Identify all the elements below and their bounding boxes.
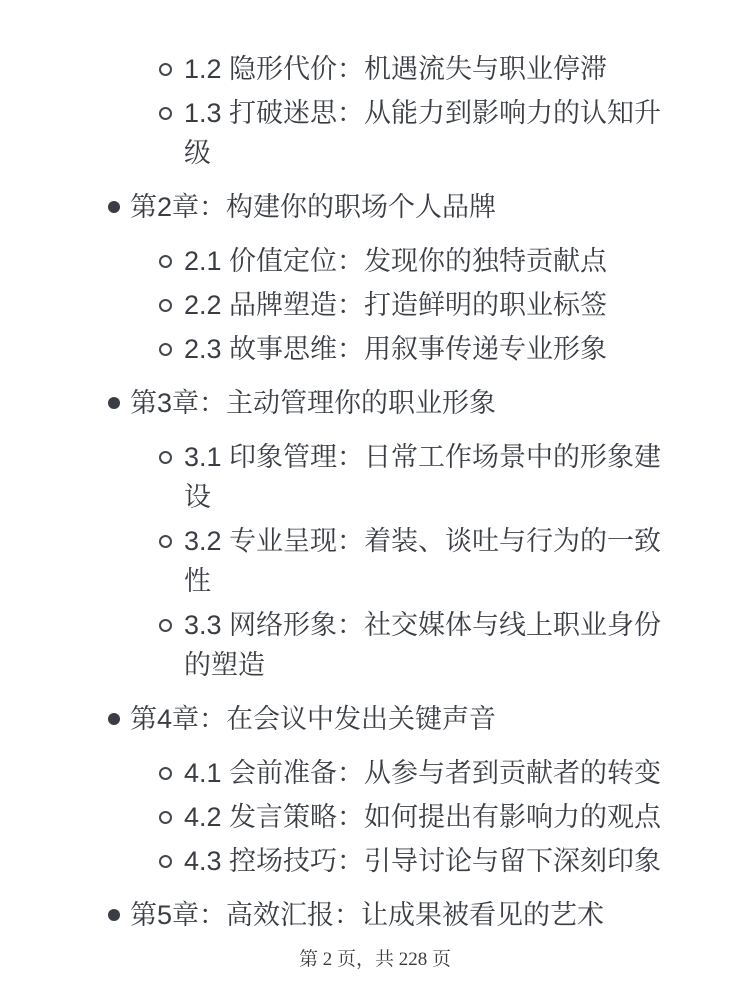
- page-number-indicator: 第 2 页，共 228 页: [298, 949, 451, 970]
- toc-section-item: [184, 329, 662, 369]
- toc-section-label: 3.3 网络形象：社交媒体与线上职业身份的塑造: [184, 610, 662, 680]
- circle-bullet-icon: [159, 811, 172, 824]
- toc-chapter-item: [130, 895, 670, 935]
- toc-chapter-title: 第5章：高效汇报：让成果被看见的艺术: [130, 900, 605, 930]
- toc-section-item: [184, 605, 662, 685]
- circle-bullet-icon: [159, 767, 172, 780]
- toc-section-label: 3.1 印象管理：日常工作场景中的形象建设: [184, 442, 662, 512]
- circle-bullet-icon: [159, 63, 172, 76]
- toc-chapter-title: 第4章：在会议中发出关键声音: [130, 704, 497, 734]
- toc-section-label: 2.1 价值定位：发现你的独特贡献点: [184, 246, 608, 276]
- toc-chapter-list: [130, 187, 670, 935]
- toc-section-label: 1.3 打破迷思：从能力到影响力的认知升级: [184, 98, 662, 168]
- toc-chapter-item: [130, 383, 670, 685]
- toc-section-label: 3.2 专业呈现：着装、谈吐与行为的一致性: [184, 526, 662, 596]
- toc-section-label: 4.1 会前准备：从参与者到贡献者的转变: [184, 758, 662, 788]
- toc-section-label: 2.2 品牌塑造：打造鲜明的职业标签: [184, 290, 608, 320]
- toc-section-item: [184, 285, 662, 325]
- toc-section-item: [184, 841, 662, 881]
- circle-bullet-icon: [159, 255, 172, 268]
- toc-section-list: [184, 437, 662, 685]
- toc-section-item: [184, 241, 662, 281]
- table-of-contents: [130, 49, 670, 935]
- toc-section-item: [184, 521, 662, 601]
- toc-section-label: 4.2 发言策略：如何提出有影响力的观点: [184, 802, 662, 832]
- toc-section-label: 1.2 隐形代价：机遇流失与职业停滞: [184, 54, 608, 84]
- circle-bullet-icon: [159, 343, 172, 356]
- toc-section-item: [184, 93, 662, 173]
- circle-bullet-icon: [159, 855, 172, 868]
- disc-bullet-icon: [108, 397, 120, 409]
- toc-chapter1-sections: [184, 49, 662, 173]
- toc-chapter-item: [130, 187, 670, 369]
- circle-bullet-icon: [159, 299, 172, 312]
- circle-bullet-icon: [159, 535, 172, 548]
- toc-section-list: [184, 753, 662, 881]
- toc-chapter-title: 第2章：构建你的职场个人品牌: [130, 192, 497, 222]
- circle-bullet-icon: [159, 451, 172, 464]
- circle-bullet-icon: [159, 107, 172, 120]
- disc-bullet-icon: [108, 909, 120, 921]
- circle-bullet-icon: [159, 619, 172, 632]
- toc-section-item: [184, 753, 662, 793]
- toc-section-item: [184, 437, 662, 517]
- toc-section-list: [184, 241, 662, 369]
- toc-chapter-title: 第3章：主动管理你的职业形象: [130, 388, 497, 418]
- toc-section-item: [184, 797, 662, 837]
- toc-section-item: [184, 49, 662, 89]
- toc-chapter-item: [130, 699, 670, 881]
- toc-section-label: 2.3 故事思维：用叙事传递专业形象: [184, 334, 608, 364]
- disc-bullet-icon: [108, 201, 120, 213]
- toc-section-label: 4.3 控场技巧：引导讨论与留下深刻印象: [184, 846, 662, 876]
- disc-bullet-icon: [108, 713, 120, 725]
